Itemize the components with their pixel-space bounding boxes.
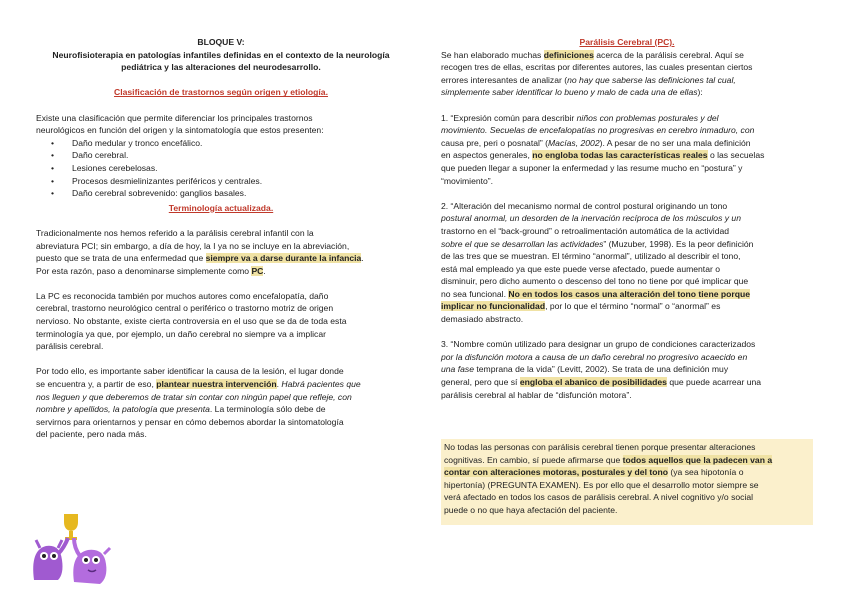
para1-line: puesto que se trata de una enfermedad que siempre va a darse durante la infancia. <box>36 253 364 264</box>
intro-line: recogen tres de ellas, escritas por diferentes autores, las cuales presentan ciertos <box>441 62 753 73</box>
section-title-pc: Parálisis Cerebral (PC). <box>579 37 675 47</box>
def2-line: está mal empleado ya que este puede verse afectado, puede aumentar o <box>441 263 721 274</box>
block-subtitle-2: pediátrica y las alteraciones del neurodesarrollo. <box>121 62 321 73</box>
def2-line: implicar no funcionalidad, por lo que el término “normal” o “anormal” es <box>441 301 721 312</box>
list-item: • Lesiones cerebelosas. <box>72 162 406 175</box>
note-line: hipertonía) (PREGUNTA EXAMEN). Es por ello que el desarrollo motor siempre se <box>444 479 759 490</box>
def3-line: parálisis cerebral al hablar de “disfunción motora”. <box>441 389 632 400</box>
def2-line: no sea funcional. No en todos los casos una alteración del tono tiene porque <box>441 288 750 299</box>
highlight-possibilities: engloba el abanico de posibilidades <box>519 377 667 388</box>
para3-line: Por todo ello, es importante saber identificar la causa de la lesión, el lugar donde <box>36 366 344 377</box>
def3-line: una fase temprana de la vida” (Levitt, 2002). Se trata de una definición muy <box>441 364 729 375</box>
para3-line: nos lleguen y que deberemos de tratar sin contar con ningún papel que refleje, con <box>36 391 352 402</box>
intro-line: simplemente saber identificar lo bueno y malo de cada una de ellas): <box>441 87 703 98</box>
para1-line: Por esta razón, paso a denominarse simplemente como PC. <box>36 265 266 276</box>
note-line: verá afectado en todos los casos de parálisis cerebral. A nivel cognitivo y/o social <box>444 492 754 503</box>
highlight-tone: No en todos los casos una alteración del tono tiene porque <box>508 288 750 299</box>
list-item: • Procesos desmielinizantes periféricos y centrales. <box>72 175 406 188</box>
def3-line: 3. “Nombre común utilizado para designar un grupo de condiciones caracterizados <box>441 339 756 350</box>
def1-line: “movimiento”. <box>441 175 494 186</box>
section-title-terminology: Terminología actualizada. <box>168 202 274 213</box>
para3-line: del paciente, pero nada más. <box>36 429 147 440</box>
def2-line: demasiado abstracto. <box>441 314 524 325</box>
highlight-functionality: implicar no funcionalidad <box>441 301 546 312</box>
para2-line: terminología ya que, por ejemplo, un daño cerebral no siempre va a implicar <box>36 328 326 339</box>
para1-line: Tradicionalmente nos hemos referido a la parálisis cerebral infantil con la <box>36 227 314 238</box>
para2-line: La PC es reconocida también por muchos autores como encefalopatía, daño <box>36 290 329 301</box>
def2-line: sobre el que se desarrollan las actividades” (Muzuber, 1998). Es la peor definición <box>441 238 754 249</box>
para2-line: nervioso. No obstante, existe cierta controversia en el uso que se da de toda esta <box>36 316 347 327</box>
intro-line-1: Existe una clasificación que permite diferenciar los principales trastornos <box>36 112 313 123</box>
def3-line: por la disfunción motora a causa de un daño cerebral no progresivo acaecido en <box>441 351 748 362</box>
highlight-characteristics: no engloba todas las características reales <box>532 150 708 161</box>
list-item: • Daño cerebral. <box>72 149 406 162</box>
def3-line: general, pero que sí engloba el abanico de posibilidades que puede acarrear una <box>441 377 762 388</box>
def2-line: disminuir, pero dicho aumento o descenso del tono no tiene por qué implicar que <box>441 276 749 287</box>
list-item: • Daño medular y tronco encefálico. <box>72 137 406 150</box>
para3-line: se encuentra y, a partir de eso, plantear nuestra intervención. Habrá pacientes que <box>36 379 361 390</box>
def1-line: en aspectos generales, no engloba todas las características reales o las secuelas <box>441 150 765 161</box>
note-line: puede o no que haya afectación del paciente. <box>444 504 618 515</box>
list-item: • Daño cerebral sobrevenido: ganglios basales. <box>72 187 406 200</box>
para2-line: cerebral, trastorno neurológico central o periférico o trastorno motriz de origen <box>36 303 334 314</box>
highlight-all-who-suffer: todos aquellos que la padecen van a <box>622 454 773 465</box>
para1-line: abreviatura PCI; sin embargo, a día de hoy, la I ya no se incluye en la abreviación, <box>36 240 350 251</box>
note-line: contar con alteraciones motoras, posturales y del tono (ya sea hipotonía o <box>444 467 744 478</box>
intro-line-2: neurológicos en función del origen y la sintomatología que estos presenten: <box>36 125 324 136</box>
intro-line: Se han elaborado muchas definiciones acerca de la parálisis cerebral. Aquí se <box>441 49 744 60</box>
para3-line: servirnos para orientarnos y pensar en cómo debemos abordar la sintomatología <box>36 416 344 427</box>
def1-line: causa pre, peri o posnatal” (Macías, 2002). A pesar de no ser una mala definición <box>441 137 751 148</box>
def2-line: 2. “Alteración del mecanismo normal de control postural originando un tono <box>441 200 728 211</box>
para2-line: parálisis cerebral. <box>36 341 104 352</box>
section-title-classification: Clasificación de trastornos según origen y etiología. <box>114 87 328 98</box>
exam-note-box <box>441 439 813 525</box>
def2-line: postural anormal, un desorden de la inervación recíproca de los músculos y un <box>441 213 741 224</box>
left-column <box>36 36 406 441</box>
def1-line: 1. “Expresión común para describir niños con problemas posturales y del <box>441 112 719 123</box>
right-column <box>441 36 813 401</box>
def2-line: de las tres que se muestran. El término “anormal”, utilizado al describir el tono, <box>441 251 741 262</box>
highlight-infancy: siempre va a darse durante la infancia <box>205 253 362 264</box>
highlight-pc: PC <box>251 265 264 276</box>
block-title: BLOQUE V: <box>197 37 245 47</box>
block-subtitle-1: Neurofisioterapia en patologías infantiles definidas en el contexto de la neurología <box>52 49 390 60</box>
highlight-intervention: plantear nuestra intervención <box>156 379 277 390</box>
def2-line: trastorno en el “back-ground” o retroalimentación automática de la actividad <box>441 225 730 236</box>
note-line: No todas las personas con parálisis cerebral tienen porque presentar alteraciones <box>444 442 756 452</box>
para3-line: nombre y apellidos, la patología que presenta. La terminología sólo debe de <box>36 404 326 415</box>
disorder-list <box>36 137 406 200</box>
intro-line: errores interesantes de analizar (no hay que saberse las definiciones tal cual, <box>441 74 736 85</box>
purple-monsters-trophy-icon <box>24 510 116 586</box>
highlight-motor-alterations: contar con alteraciones motoras, posturales y del tono <box>444 467 668 478</box>
highlight-definitions: definiciones <box>543 49 594 60</box>
note-line: cognitivas. En cambio, sí puede afirmarse que todos aquellos que la padecen van a <box>444 454 773 465</box>
def1-line: que pueden llegar a suponer la enfermedad y las resume mucho en “postura” y <box>441 162 743 173</box>
def1-line: movimiento. Secuelas de encefalopatías no progresivas en cerebro inmaduro, con <box>441 125 755 136</box>
